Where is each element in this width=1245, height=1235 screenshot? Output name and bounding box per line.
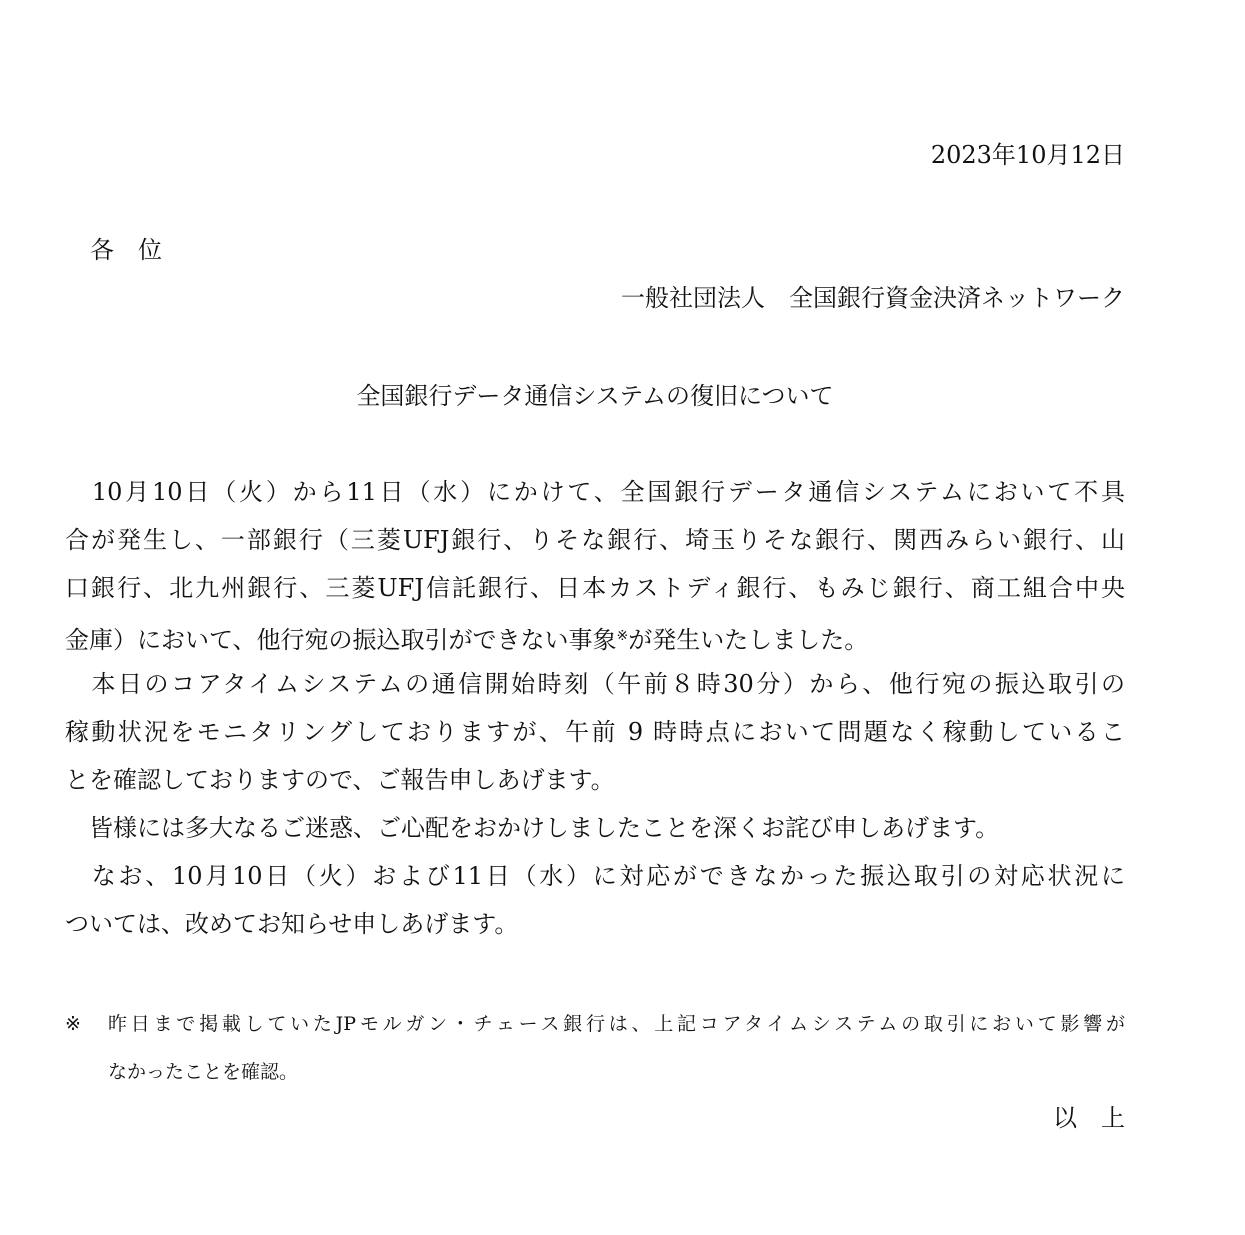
footnote-line: 昨日まで掲載していたJPモルガン・チェース銀行は、上記コアタイムシステムの取引において影響が [108, 1013, 1125, 1035]
body-line: なお、10月10日（火）および11日（水）に対応ができなかった振込取引の対応状況に [65, 862, 1125, 890]
addressee: 各 位 [90, 236, 162, 264]
footnote-reference: ※ [616, 628, 629, 644]
body-line: 皆様には多大なるご迷惑、ご心配をおかけしましたことを深くお詫び申しあげます。 [65, 814, 1000, 842]
body-line: 10月10日（火）から11日（水）にかけて、全国銀行データ通信システムにおいて不具 [65, 478, 1125, 506]
body-line-text: 金庫）において、他行宛の振込取引ができない事象 [65, 626, 617, 654]
body-line: 合が発生し、一部銀行（三菱UFJ銀行、りそな銀行、埼玉りそな銀行、関西みらい銀行、山 [65, 526, 1125, 554]
sender-organization: 一般社団法人 全国銀行資金決済ネットワーク [621, 284, 1125, 312]
footnote-mark: ※ [65, 1013, 81, 1035]
footnote-line: なかったことを確認。 [108, 1061, 299, 1083]
body-line: 本日のコアタイムシステムの通信開始時刻（午前８時30分）から、他行宛の振込取引の [65, 670, 1125, 698]
body-line-tail: が発生いたしました。 [628, 626, 869, 654]
document-date: 2023年10月12日 [930, 141, 1125, 169]
document-title: 全国銀行データ通信システムの復旧について [356, 382, 834, 410]
body-line: 口銀行、北九州銀行、三菱UFJ信託銀行、日本カストディ銀行、もみじ銀行、商工組合中央 [65, 574, 1125, 602]
closing: 以 上 [1053, 1104, 1125, 1132]
body-line: ついては、改めてお知らせ申しあげます。 [65, 910, 519, 938]
body-line: 稼動状況をモニタリングしておりますが、午前 9 時時点において問題なく稼動しているこ [65, 718, 1125, 746]
body-line: とを確認しておりますので、ご報告申しあげます。 [65, 766, 615, 794]
body-line [65, 621, 1125, 655]
